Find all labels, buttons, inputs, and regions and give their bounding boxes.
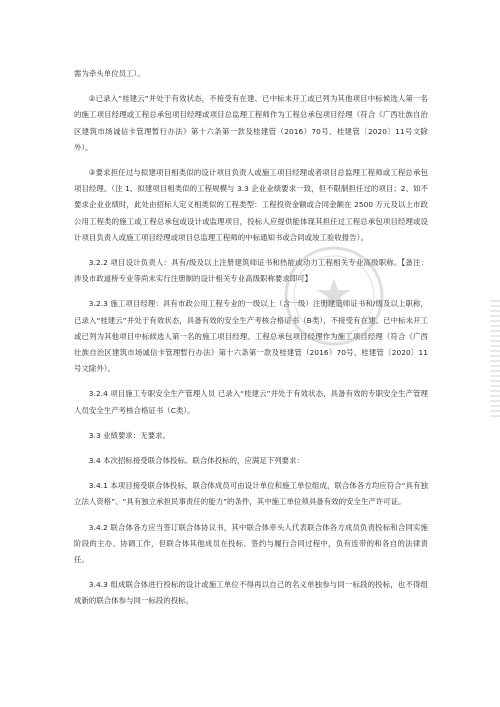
paragraph-3-3: 3.3 业绩要求：无要求。 [88,430,171,440]
paragraph-3-4-2: 3.4.2 联合体各方应当签订联合体协议书，其中联合体牵头人代表联合体各方成员负责投标和合同实施阶段的主办、协调工作，但联合体其他成员在投标、签约与履行合同过程中，负有连带的和各自的法律责任。 [74,522,428,565]
paragraph-3-2-3: 3.2.3 施工项目经理：具有市政公用工程专业的一级以上（含一级）注册建造师证书和/级及以上职称，已录入“桂建云”并处于有效状态，具备有效的安全生产考核合格证书（B类），不接受有在建、已中标未开工或已列为其他项目中标候选人第一名的施工项目经理、工程总承包项目经理作为施工项目经理（符合《广西壮族自治区建筑市场诚信卡管理暂行办法》第十六条第一款及桂建管（2016）70号、桂建管〔2020〕11号文除外）。 [74,299,428,374]
paragraph-3-2-2: 3.2.2 项目设计负责人：具有/级及以上注册建筑师证书和热能或动力工程相关专业高级职称。【备注：涉及市政道桥专业等尚未实行注册制的设计相关专业高级职称要求即可】 [74,258,428,284]
binding-edge-mark [490,300,500,420]
paragraph-3-4: 3.4 本次招标接受联合体投标。联合体投标的，应满足下列要求： [88,456,304,466]
paragraph-3-4-1: 3.4.1 本项目接受联合体投标，联合体成员可由设计单位和施工单位组成，联合体各方均应符合“具有独立法人资格”、“具有独立承担民事责任的能力”的条件，其中施工单位须具备有效的安全生产许可证。 [74,481,428,507]
paragraph-item-3: ③要求担任过与拟建项目相类似的设计项目负责人或施工项目经理或者项目总监理工程师或工程总承包项目经理。（注 1、拟建项目相类似的工程规模与 3.3 企业业绩要求一致，但不限制担任过的项目；2、如不要求企业业绩时，此处由招标人定义相类似的工程类型：工程投资金额或合同金额在 2500 万元及以上市政公用工程类的施工或工程总承包或设计或监理项目，投标人应提供能体现其担任过工程总承包项目经理或设计项目负责人或施工项目经理或项目总监理工程师的中标通知书或合同或竣工验收报告）。 [74,168,428,242]
paragraph-continuation: 需为牵头单位员工）。 [74,69,145,78]
paragraph-item-2: ②已录入“桂建云”并处于有效状态，不接受有在建、已中标未开工或已列为其他项目中标候选人第一名的施工项目经理或工程总承包项目经理或项目总监理工程师作为工程总承包项目经理（符合《广西壮族自治区建筑市场诚信卡管理暂行办法》第十六条第一款及桂建管（2016）70号、桂建管〔2020〕11号文除外）。 [74,94,428,152]
document-body [74,66,428,610]
paragraph-3-2-4: 3.2.4 项目施工专职安全生产管理人员 已录入“桂建云”并处于有效状态，具备有效的专职安全生产管理人员安全生产考核合格证书（C类）。 [74,389,428,415]
paragraph-3-4-3: 3.4.3 组成联合体进行投标的设计或施工单位不得再以自己的名义单独参与同一标段的投标，也不得组成新的联合体参与同一标段的投标。 [74,580,428,606]
